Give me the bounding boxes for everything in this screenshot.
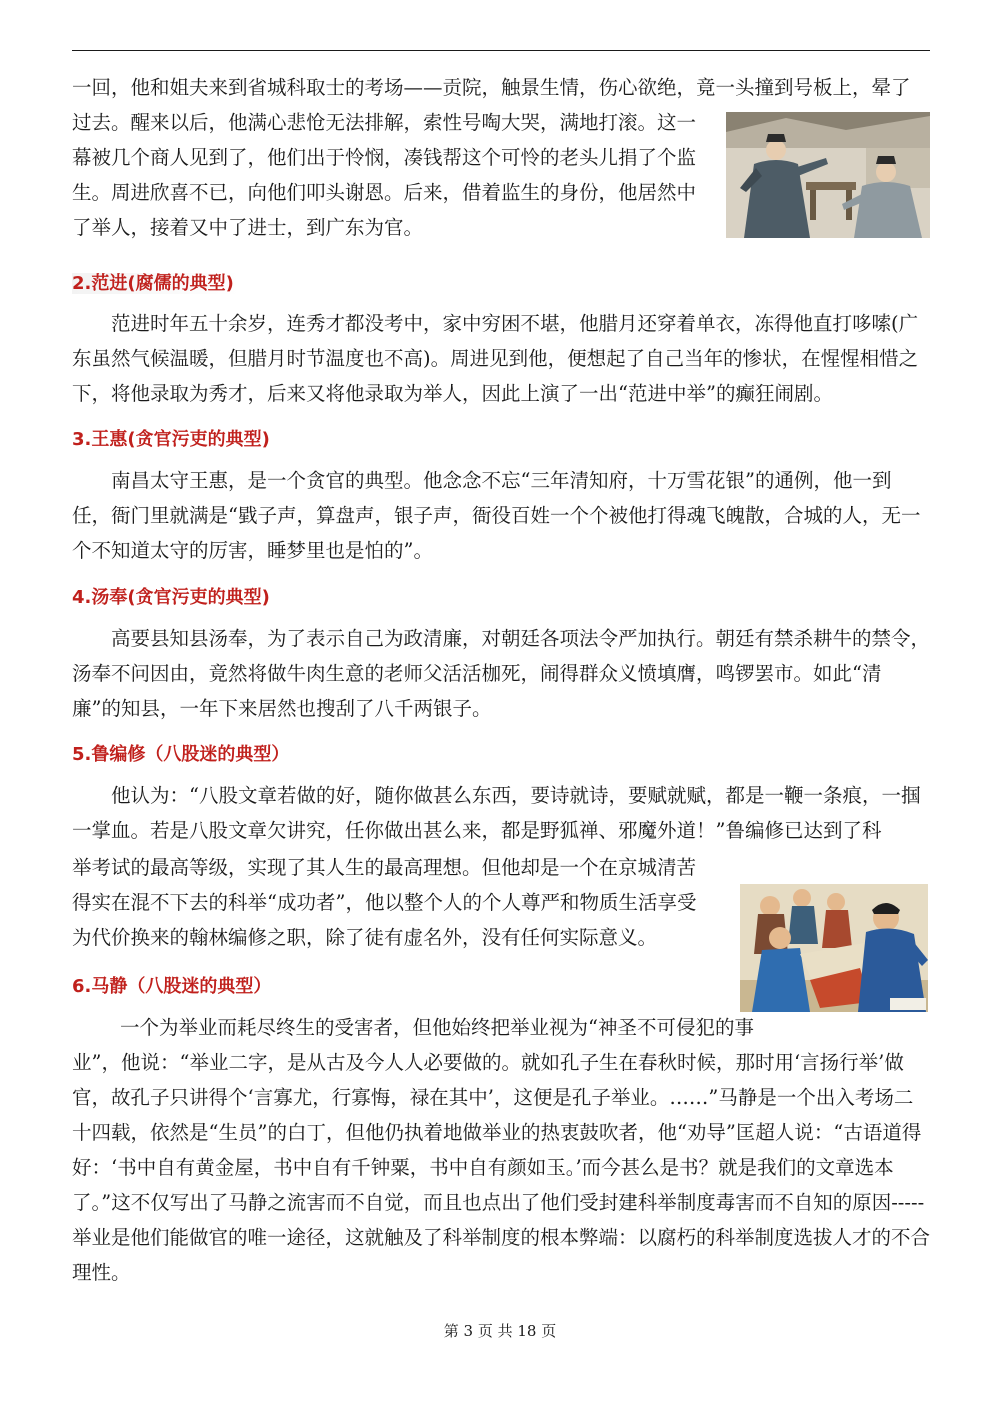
text-line: 过去。醒来以后，他满心悲怆无法排解，索性号啕大哭，满地打滚。这一	[72, 111, 697, 134]
heading-text: 6.马静（八股迷的典型）	[72, 976, 272, 997]
text-line: 了举人，接着又中了进士，到广东为官。	[72, 216, 424, 239]
section-heading-wanghui	[72, 426, 276, 454]
paragraph-lubianxiu-continued	[72, 850, 720, 955]
page-number-prefix: 第	[443, 1322, 459, 1340]
heading-text: 3.王惠(贪官污吏的典型)	[72, 429, 270, 450]
paragraph-majing-first-line: 一个为举业而耗尽终生的受害者，但他始终把举业视为“神圣不可侵犯的事	[120, 1016, 754, 1039]
header-rule	[72, 50, 930, 51]
paragraph-majing: 业”，他说：“举业二字，是从古及今人人必要做的。就如孔子生在春秋时候，那时用‘言扬行举’做官，故孔子只讲得个‘言寡尤，行寡悔，禄在其中’，这便是孔子举业。……”马静是一个出入考场二十四载，依然是“生员”的白丁，但他仍执着地做举业的热衷鼓吹者，他“劝导”匡超人说：“古语道得好：‘书中自有黄金屋，书中自有千钟粟，书中自有颜如玉。’而今甚么是书？就是我们的文章选本了。”这不仅写出了马静之流害而不自觉，而且也点出了他们受封建科举制度毒害而不自知的原因-----举业是他们能做官的唯一途径，这就触及了科举制度的根本弊端：以腐朽的科举制度选拔人才的不合理性。	[72, 1051, 931, 1284]
text-line: 生。周进欣喜不已，向他们叩头谢恩。后来，借着监生的身份，他居然中	[72, 181, 697, 204]
section-heading-majing	[72, 973, 277, 1001]
text-line: 举考试的最高等级，实现了其人生的最高理想。但他却是一个在京城清苦	[72, 856, 697, 879]
page-number-total: 18	[517, 1322, 537, 1340]
crowd-painting-icon	[740, 884, 928, 1012]
section-heading-fanjin	[72, 270, 240, 298]
heading-text: 4.汤奉(贪官污吏的典型)	[72, 587, 270, 608]
text-line: 一回，他和姐夫来到省城科取士的考场——贡院，触景生情，伤心欲绝，竟一头撞到号板上，晕了	[72, 76, 911, 99]
text-line: 为代价换来的翰林编修之职，除了徒有虚名外，没有任何实际意义。	[72, 926, 658, 949]
paragraph-wanghui: 南昌太守王惠，是一个贪官的典型。他念念不忘“三年清知府，十万雪花银”的通例，他一到任，衙门里就满是“戥子声，算盘声，银子声，衙役百姓一个个被他打得魂飞魄散，合城的人，无一个不知道太守的厉害，睡梦里也是怕的”。	[72, 469, 921, 562]
text-line: 得实在混不下去的科举“成功者”，他以整个人的个人尊严和物质生活享受	[72, 891, 697, 914]
page-number-middle: 页 共	[477, 1322, 513, 1340]
section-heading-tangfeng	[72, 584, 276, 612]
text-line: 幕被几个商人见到了，他们出于怜悯，凑钱帮这个可怜的老头儿捐了个监	[72, 146, 697, 169]
heading-text: 2.范进(腐儒的典型)	[72, 273, 240, 294]
section-heading-lubianxiu	[72, 741, 295, 769]
heading-text: 5.鲁编修（八股迷的典型）	[72, 744, 290, 765]
paragraph-fanjin: 范进时年五十余岁，连秀才都没考中，家中穷困不堪，他腊月还穿着单衣，冻得他直打哆嗦(广东虽然气候温暖，但腊月时节温度也不高)。周进见到他，便想起了自己当年的惨状，在惺惺相惜之下，将他录取为秀才，后来又将他录取为举人，因此上演了一出“范进中举”的癫狂闹剧。	[72, 312, 919, 405]
page-number-suffix: 页	[541, 1322, 557, 1340]
paragraph-lubianxiu: 他认为：“八股文章若做的好，随你做甚么东西，要诗就诗，要赋就赋，都是一鞭一条痕，一掴一掌血。若是八股文章欠讲究，任你做出甚么来，都是野狐禅、邪魔外道！”鲁编修已达到了科	[72, 784, 921, 842]
scholar-painting-icon	[726, 112, 930, 238]
page-number	[0, 1320, 1000, 1341]
paragraph-tangfeng: 高要县知县汤奉，为了表示自己为政清廉，对朝廷各项法令严加执行。朝廷有禁杀耕牛的禁令，汤奉不问因由，竟然将做牛肉生意的老师父活活枷死，闹得群众义愤填膺，鸣锣罢市。如此“清廉”的知县，一年下来居然也搜刮了八千两银子。	[72, 627, 931, 720]
page-number-current: 3	[463, 1322, 474, 1340]
